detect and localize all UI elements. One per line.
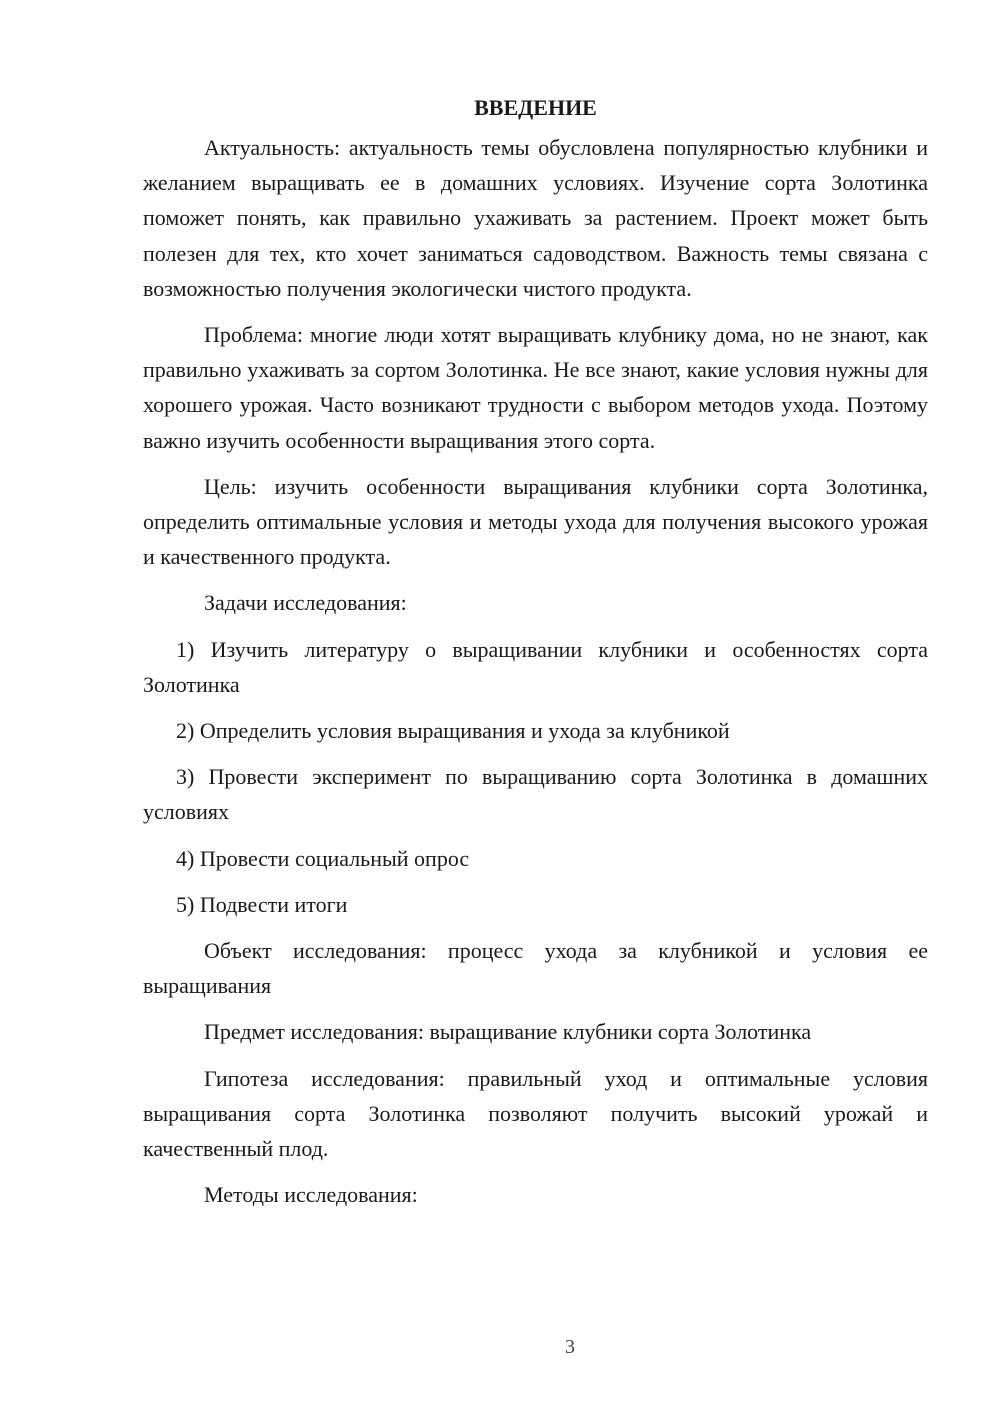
section-title: ВВЕДЕНИЕ: [474, 95, 597, 120]
methods-heading: Методы исследования:: [204, 1182, 418, 1208]
task-item-4: 4) Провести социальный опрос: [176, 845, 470, 871]
task-item-1: 1) Изучить литературу о выращивании клубники и особенностях сорта Золотинка: [143, 636, 928, 697]
subject-paragraph: Предмет исследования: выращивание клубники сорта Золотинка: [204, 1019, 812, 1045]
task-item-3: 3) Провести эксперимент по выращиванию сорта Золотинка в домашних условиях: [143, 764, 928, 825]
task-item-5: 5) Подвести итоги: [176, 891, 348, 917]
page-number: 3: [565, 1336, 575, 1358]
hypothesis-paragraph: Гипотеза исследования: правильный уход и оптимальные условия выращивания сорта Золотинка позволяют получить высокий урожай и качественный плод.: [143, 1065, 928, 1162]
tasks-heading: Задачи исследования:: [204, 590, 407, 616]
problem-paragraph: Проблема: многие люди хотят выращивать клубнику дома, но не знают, как правильно ухаживать за сортом Золотинка. Не все знают, какие условия нужны для хорошего урожая. Часто возникают трудности с выбором методов ухода. Поэтому важно изучить особенности выращивания этого сорта.: [143, 322, 928, 453]
task-item-2: 2) Определить условия выращивания и ухода за клубникой: [176, 718, 730, 744]
goal-paragraph: Цель: изучить особенности выращивания клубники сорта Золотинка, определить оптимальные условия и методы ухода для получения высокого урожая и качественного продукта.: [143, 473, 928, 570]
relevance-paragraph: Актуальность: актуальность темы обусловлена популярностью клубники и желанием выращивать ее в домашних условиях. Изучение сорта Золотинка поможет понять, как правильно ухаживать за растением. Проект может быть полезен для тех, кто хочет заниматься садоводством. Важность темы связана с возможностью получения экологически чистого продукта.: [143, 135, 928, 301]
page-content: [143, 90, 928, 1223]
object-paragraph: Объект исследования: процесс ухода за клубникой и условия ее выращивания: [143, 938, 928, 999]
